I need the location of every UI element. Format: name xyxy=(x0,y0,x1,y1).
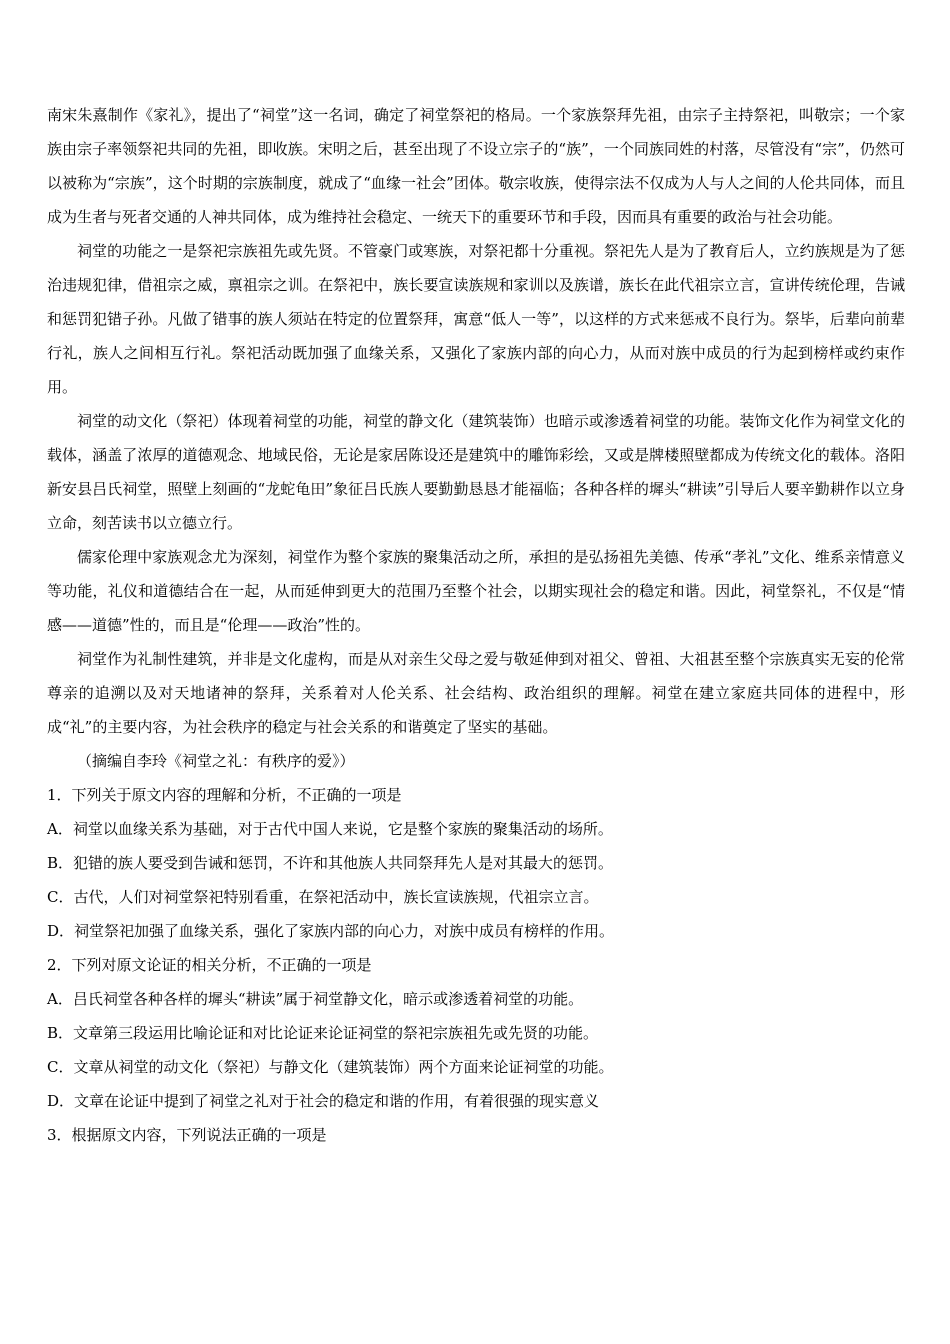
question-2-option-b: B．文章第三段运用比喻论证和对比论证来论证祠堂的祭祀宗族祖先或先贤的功能。 xyxy=(47,1024,599,1042)
paragraph-2: 祠堂的功能之一是祭祀宗族祖先或先贤。不管豪门或寒族，对祭祀都十分重视。祭祀先人是为了教育后人，立约族规是为了惩治违规犯律，借祖宗之威，禀祖宗之训。在祭祀中，族长要宣读族规和家训以及族谱，族长在此代祖宗立言，宣讲传统伦理，告诫和惩罚犯错子孙。凡做了错事的族人须站在特定的位置祭拜，寓意“低人一等”，以这样的方式来惩戒不良行为。祭毕，后辈向前辈行礼，族人之间相互行礼。祭祀活动既加强了血缘关系，又强化了家族内部的向心力，从而对族中成员的行为起到榜样或约束作用。 xyxy=(47,242,905,396)
paragraph-4: 儒家伦理中家族观念尤为深刻，祠堂作为整个家族的聚集活动之所，承担的是弘扬祖先美德、传承“孝礼”文化、维系亲情意义等功能，礼仪和道德结合在一起，从而延伸到更大的范围乃至整个社会，以期实现社会的稳定和谐。因此，祠堂祭礼，不仅是“情感——道德”性的，而且是“伦理——政治”性的。 xyxy=(47,548,905,634)
paragraph-3: 祠堂的动文化（祭祀）体现着祠堂的功能，祠堂的静文化（建筑装饰）也暗示或渗透着祠堂的功能。装饰文化作为祠堂文化的载体，涵盖了浓厚的道德观念、地域民俗，无论是家居陈设还是建筑中的雕饰彩绘，又或是牌楼照壁都成为传统文化的载体。洛阳新安县吕氏祠堂，照壁上刻画的“龙蛇龟田”象征吕氏族人要勤勤恳恳才能福临；各种各样的墀头“耕读”引导后人要辛勤耕作以立身立命，刻苦读书以立德立行。 xyxy=(47,412,905,532)
source-citation: （摘编自李玲《祠堂之礼：有秩序的爱》） xyxy=(77,752,355,770)
question-2-option-c: C．文章从祠堂的动文化（祭祀）与静文化（建筑装饰）两个方面来论证祠堂的功能。 xyxy=(47,1058,614,1076)
question-2-option-d: D．文章在论证中提到了祠堂之礼对于社会的稳定和谐的作用，有着很强的现实意义 xyxy=(47,1092,600,1110)
question-1-option-d: D．祠堂祭祀加强了血缘关系，强化了家族内部的向心力，对族中成员有榜样的作用。 xyxy=(47,922,615,940)
paragraph-5: 祠堂作为礼制性建筑，并非是文化虚构，而是从对亲生父母之爱与敬延伸到对祖父、曾祖、大祖甚至整个宗族真实无妄的伦常尊亲的追溯以及对天地诸神的祭拜，关系着对人伦关系、社会结构、政治组织的理解。祠堂在建立家庭共同体的进程中，形成“礼”的主要内容，为社会秩序的稳定与社会关系的和谐奠定了坚实的基础。 xyxy=(47,650,905,736)
passage-text xyxy=(47,98,905,1152)
question-1-option-c: C．古代，人们对祠堂祭祀特别看重，在祭祀活动中，族长宣读族规，代祖宗立言。 xyxy=(47,888,599,906)
question-1-option-b: B．犯错的族人要受到告诫和惩罚，不许和其他族人共同祭拜先人是对其最大的惩罚。 xyxy=(47,854,614,872)
question-2-stem: 2．下列对原文论证的相关分析，不正确的一项是 xyxy=(47,956,372,974)
paragraph-1: 南宋朱熹制作《家礼》，提出了“祠堂”这一名词，确定了祠堂祭祀的格局。一个家族祭拜先祖，由宗子主持祭祀，叫敬宗；一个家族由宗子率领祭祀共同的先祖，即收族。宋明之后，甚至出现了不设立宗子的“族”，一个同族同姓的村落，尽管没有“宗”，仍然可以被称为“宗族”，这个时期的宗族制度，就成了“血缘一社会”团体。敬宗收族，使得宗法不仅成为人与人之间的人伦共同体，而且成为生者与死者交通的人神共同体，成为维持社会稳定、一统天下的重要环节和手段，因而具有重要的政治与社会功能。 xyxy=(47,106,905,226)
question-1-stem: 1．下列关于原文内容的理解和分析，不正确的一项是 xyxy=(47,786,402,804)
question-2-option-a: A．吕氏祠堂各种各样的墀头“耕读”属于祠堂静文化，暗示或渗透着祠堂的功能。 xyxy=(47,990,584,1008)
question-1-option-a: A．祠堂以血缘关系为基础，对于古代中国人来说，它是整个家族的聚集活动的场所。 xyxy=(47,820,613,838)
question-3-stem: 3．根据原文内容，下列说法正确的一项是 xyxy=(47,1126,327,1144)
